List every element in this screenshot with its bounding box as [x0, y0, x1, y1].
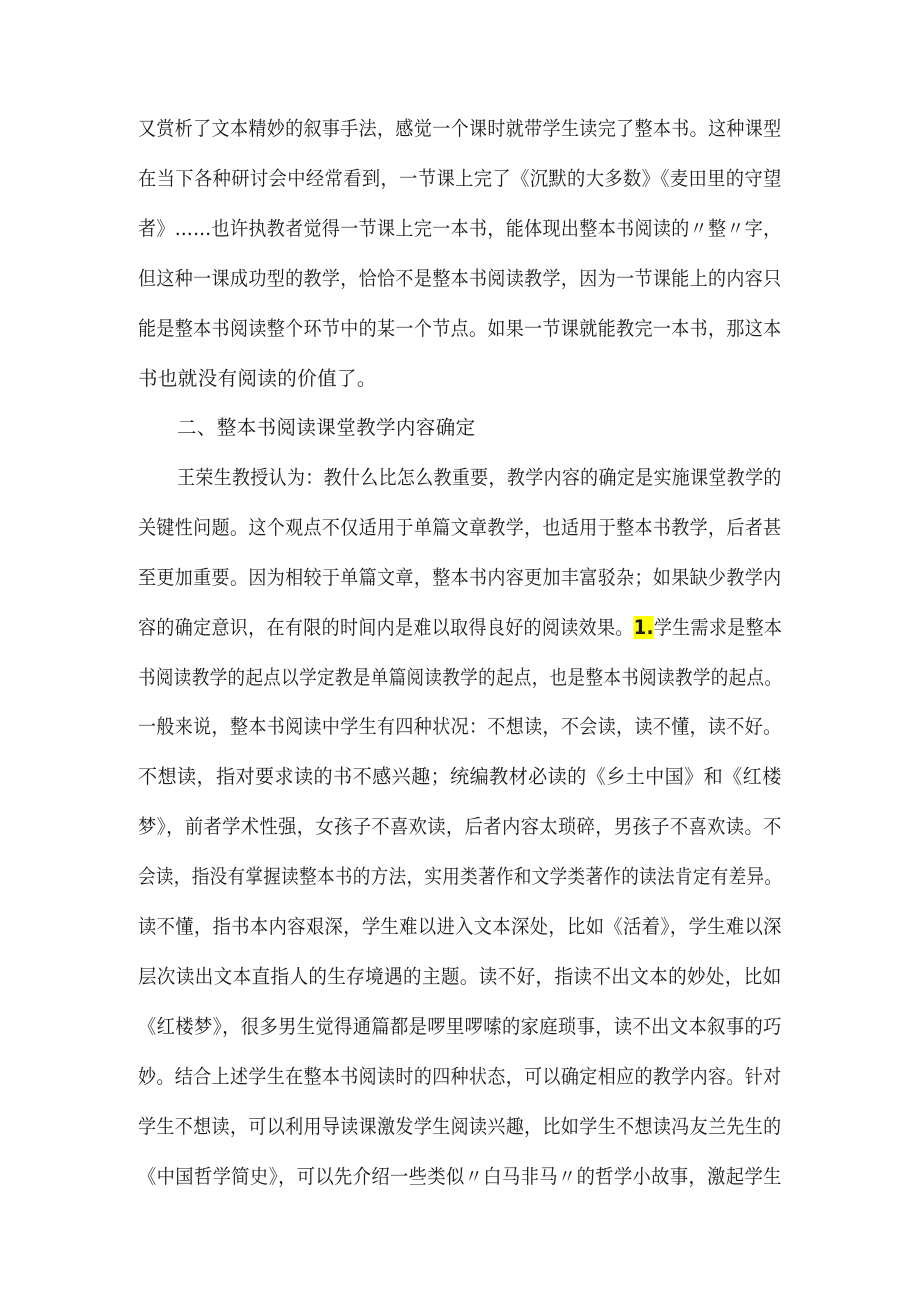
paragraph-text: 学生需求是整本	[653, 616, 783, 639]
paragraph-line: 书阅读教学的起点以学定教是单篇阅读教学的起点，也是整本书阅读教学的起点。	[138, 666, 783, 689]
highlighted-list-marker: 1.	[633, 616, 654, 639]
paragraph-line: 书也就没有阅读的价值了。	[138, 367, 377, 390]
paragraph-line: 者》……也许执教者觉得一节课上完一本书，能体现出整本书阅读的〃整〃字，	[138, 217, 782, 240]
paragraph-line: 学生不想读，可以利用导读课激发学生阅读兴趣，比如学生不想读冯友兰先生的	[138, 1115, 782, 1138]
paragraph-line: 《红楼梦》，很多男生觉得通篇都是啰里啰嗦的家庭琐事，读不出文本叙事的巧	[138, 1015, 782, 1038]
paragraph-line: 读不懂，指书本内容艰深，学生难以进入文本深处，比如《活着》，学生难以深	[138, 915, 782, 938]
paragraph-text: 容的确定意识，在有限的时间内是难以取得良好的阅读效果。	[138, 616, 634, 639]
paragraph-line: 妙。结合上述学生在整本书阅读时的四种状态，可以确定相应的教学内容。针对	[138, 1065, 782, 1088]
paragraph-line: 《中国哲学简史》，可以先介绍一些类似〃白马非马〃的哲学小故事，激起学生	[138, 1165, 782, 1188]
paragraph-line: 至更加重要。因为相较于单篇文章，整本书内容更加丰富驳杂；如果缺少教学内	[138, 566, 782, 589]
paragraph-line: 在当下各种研讨会中经常看到，一节课上完了《沉默的大多数》《麦田里的守望	[138, 167, 782, 190]
section-heading: 二、整本书阅读课堂教学内容确定	[177, 416, 476, 439]
paragraph-line: 一般来说，整本书阅读中学生有四种状况：不想读，不会读，读不懂，读不好。	[138, 715, 782, 738]
paragraph-line: 梦》，前者学术性强，女孩子不喜欢读，后者内容太琐碎，男孩子不喜欢读。不	[138, 815, 782, 838]
paragraph-line: 又赏析了文本精妙的叙事手法，感觉一个课时就带学生读完了整本书。这种课型	[138, 117, 782, 140]
paragraph-line: 会读，指没有掌握读整本书的方法，实用类著作和文学类著作的读法肯定有差异。	[138, 865, 783, 888]
paragraph-line: 关键性问题。这个观点不仅适用于单篇文章教学，也适用于整本书教学，后者甚	[138, 516, 782, 539]
paragraph-line: 层次读出文本直指人的生存境遇的主题。读不好，指读不出文本的妙处，比如	[138, 965, 782, 988]
paragraph-line: 能是整本书阅读整个环节中的某一个节点。如果一节课就能教完一本书，那这本	[138, 317, 782, 340]
paragraph-line: 王荣生教授认为：教什么比怎么教重要，教学内容的确定是实施课堂教学的	[177, 466, 782, 489]
paragraph-line: 但这种一课成功型的教学，恰恰不是整本书阅读教学，因为一节课能上的内容只	[138, 267, 782, 290]
paragraph-line	[138, 616, 782, 640]
paragraph-line: 不想读，指对要求读的书不感兴趣；统编教材必读的《乡土中国》和《红楼	[138, 765, 782, 788]
